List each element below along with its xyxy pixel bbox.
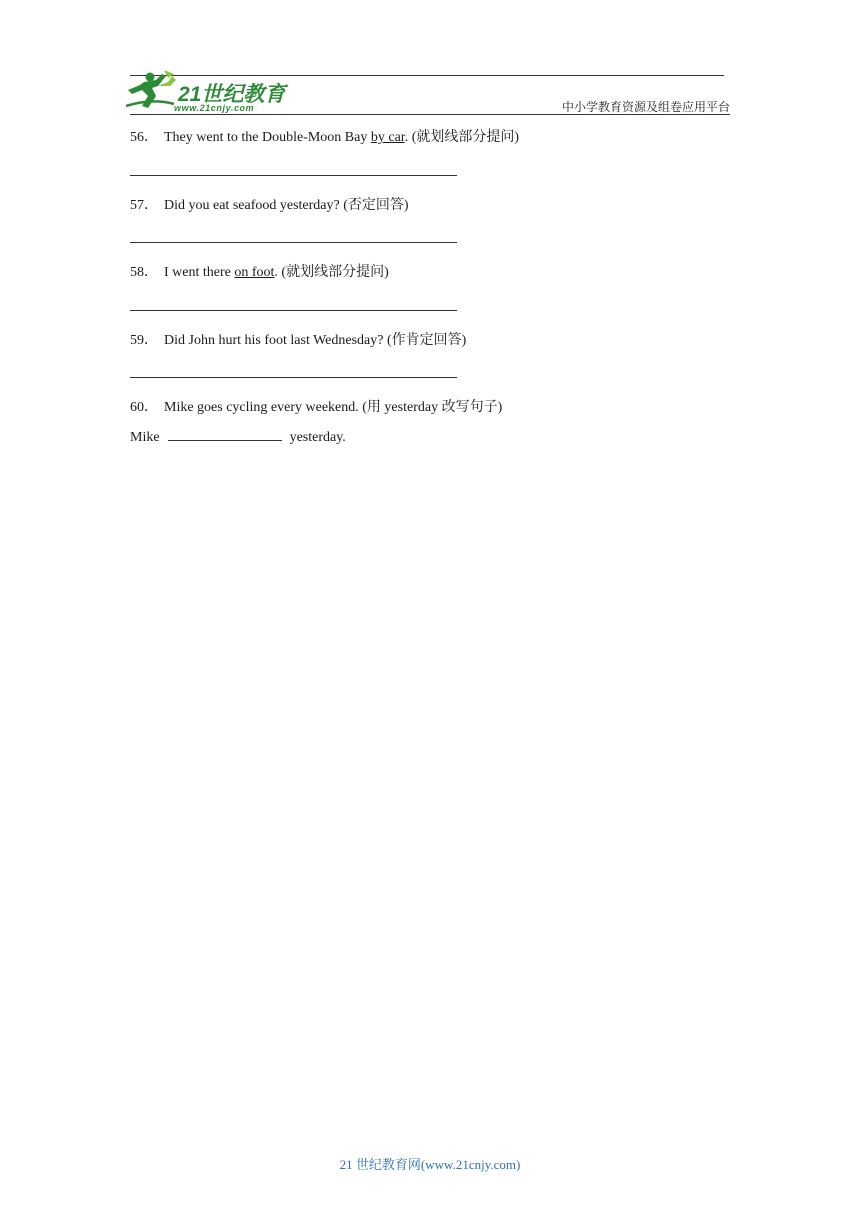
answer-line-56[interactable] [130,175,457,176]
question-text: They went to the Double-Moon Bay [164,130,371,145]
underlined-phrase: by car [370,130,405,145]
logo-url: www.21cnjy.com [174,103,255,113]
footer-source: 21 世纪教育网(www.21cnjy.com) [339,1157,521,1172]
question-number: 59． [130,333,158,348]
question-text: Mike goes cycling every weekend. (用 yesterday 改写句子) [164,400,503,415]
answer-line-57[interactable] [130,242,457,243]
question-text: I went there [164,265,235,280]
question-text: Did John hurt his foot last Wednesday? (作肯定回答) [164,333,467,348]
answer-line-58[interactable] [130,310,457,311]
question-instruction: . (就划线部分提问) [274,265,389,280]
question-number: 60． [130,400,158,415]
question-number: 58． [130,265,158,280]
question-60 [130,396,502,416]
answer-line-59[interactable] [130,377,457,378]
fill-in-blank[interactable] [168,430,282,441]
fill-in-row-60 [130,430,346,446]
logo-title: 21世纪教育 [178,83,286,106]
question-58 [130,261,389,281]
question-text: Did you eat seafood yesterday? (否定回答) [164,198,409,213]
question-57 [130,194,409,214]
underlined-phrase: on foot [234,265,275,280]
question-number: 56． [130,130,158,145]
question-instruction: . (就划线部分提问) [404,130,520,145]
question-number: 57． [130,198,158,213]
fill-in-start: Mike [130,430,160,445]
header-bottom-rule [130,114,730,115]
question-56 [130,126,519,146]
question-59 [130,329,466,349]
header-tagline: 中小学教育资源及组卷应用平台 [561,100,730,114]
fill-in-end: yesterday. [289,430,346,445]
